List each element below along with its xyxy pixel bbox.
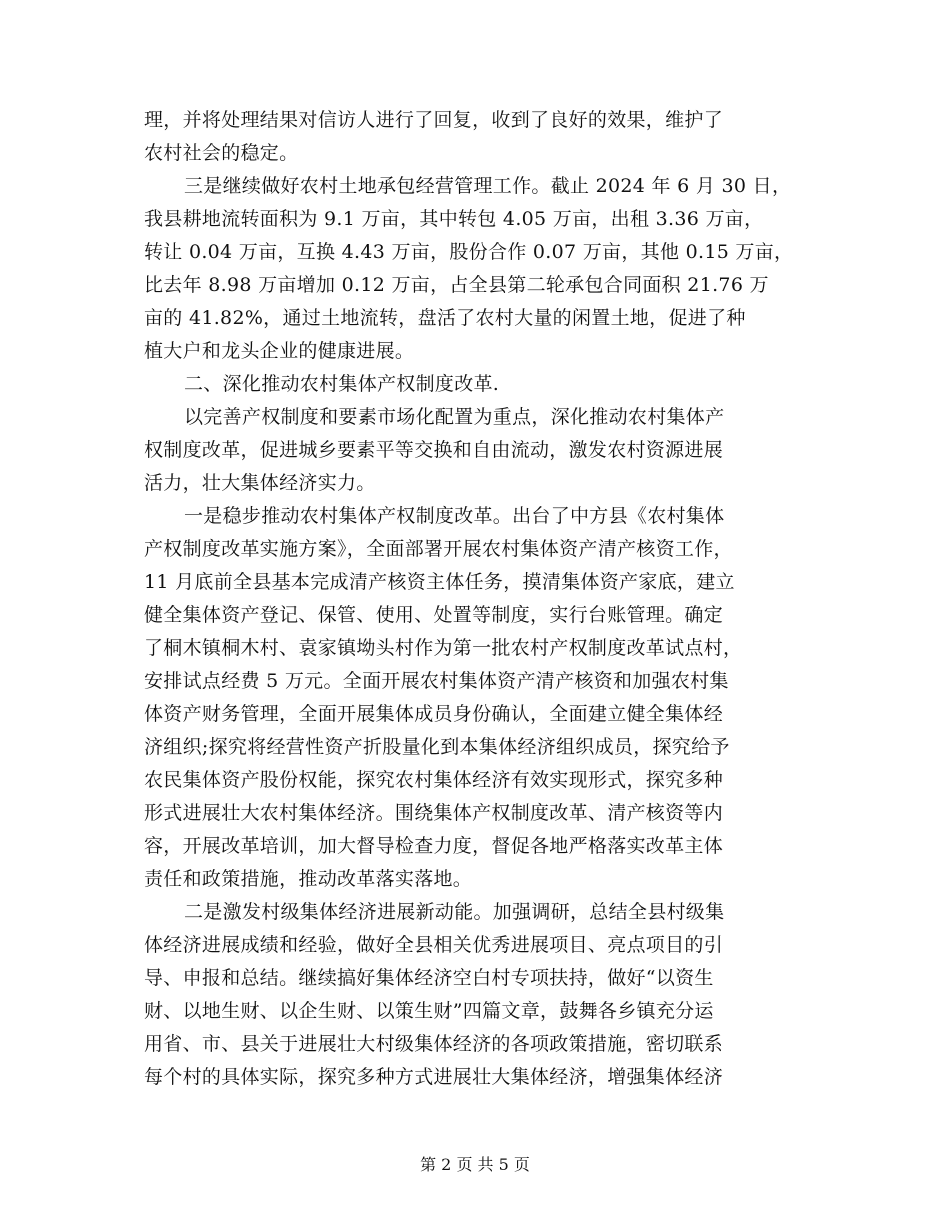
text-line: 容，开展改革培训，加大督导检查力度，督促各地严格落实改革主体 [144, 835, 724, 857]
text-line: 财、以地生财、以企生财、以策生财”四篇文章，鼓舞各乡镇充分运 [144, 1000, 714, 1022]
text-line: 比去年 8.98 万亩增加 0.12 万亩，占全县第二轮承包合同面积 21.76 万 [144, 274, 769, 296]
text-line: 三是继续做好农村土地承包经营管理工作。截止 2024 年 6 月 30 日， [184, 175, 792, 197]
text-line: 济组织;探究将经营性资产折股量化到本集体经济组织成员，探究给予 [144, 736, 730, 758]
text-line: 农村社会的稳定。 [144, 142, 299, 164]
text-line: 一是稳步推动农村集体产权制度改革。出台了中方县《农村集体 [184, 505, 725, 527]
text-line: 转让 0.04 万亩，互换 4.43 万亩，股份合作 0.07 万亩，其他 0.15 万亩， [144, 241, 794, 263]
text-line: 了桐木镇桐木村、袁家镇坳头村作为第一批农村产权制度改革试点村， [144, 637, 743, 659]
text-line: 形式进展壮大农村集体经济。围绕集体产权制度改革、清产核资等内 [144, 802, 724, 824]
text-line: 农民集体资产股份权能，探究农村集体经济有效实现形式，探究多种 [144, 769, 724, 791]
text-line: 健全集体资产登记、保管、使用、处置等制度，实行台账管理。确定 [144, 604, 724, 626]
text-line: 每个村的具体实际，探究多种方式进展壮大集体经济，增强集体经济 [144, 1066, 724, 1088]
text-line: 二是激发村级集体经济进展新动能。加强调研，总结全县村级集 [184, 901, 725, 923]
text-line: 我县耕地流转面积为 9.1 万亩，其中转包 4.05 万亩，出租 3.36 万亩， [144, 208, 764, 230]
text-line: 责任和政策措施，推动改革落实落地。 [144, 868, 473, 890]
text-line: 导、申报和总结。继续搞好集体经济空白村专项扶持，做好“以资生 [144, 967, 714, 989]
text-line: 理，并将处理结果对信访人进行了回复，收到了良好的效果，维护了 [144, 109, 724, 131]
text-line: 植大户和龙头企业的健康进展。 [144, 340, 415, 362]
text-line: 安排试点经费 5 万元。全面开展农村集体资产清产核资和加强农村集 [144, 670, 729, 692]
text-line: 以完善产权制度和要素市场化配置为重点，深化推动农村集体产 [184, 406, 725, 428]
section-heading: 二、深化推动农村集体产权制度改革. [184, 373, 500, 395]
text-line: 产权制度改革实施方案》，全面部署开展农村集体资产清产核资工作， [144, 538, 733, 560]
text-line: 权制度改革，促进城乡要素平等交换和自由流动，激发农村资源进展 [144, 439, 724, 461]
document-body [144, 104, 804, 1094]
text-line: 11 月底前全县基本完成清产核资主体任务，摸清集体资产家底，建立 [144, 571, 735, 593]
text-line: 体经济进展成绩和经验，做好全县相关优秀进展项目、亮点项目的引 [144, 934, 724, 956]
page-number-footer: 第 2 页 共 5 页 [420, 1155, 530, 1174]
text-line: 亩的 41.82%，通过土地流转，盘活了农村大量的闲置土地，促进了种 [144, 307, 746, 329]
text-line: 用省、市、县关于进展壮大村级集体经济的各项政策措施，密切联系 [144, 1033, 724, 1055]
text-line: 体资产财务管理，全面开展集体成员身份确认，全面建立健全集体经 [144, 703, 724, 725]
text-line: 活力，壮大集体经济实力。 [144, 472, 376, 494]
